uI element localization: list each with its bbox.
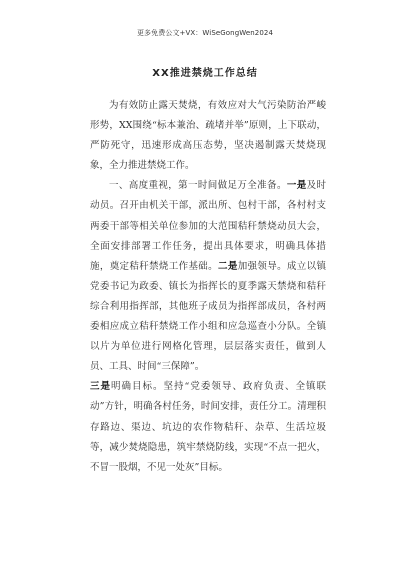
point-2-lead: 二是 bbox=[218, 260, 238, 272]
document-body bbox=[90, 96, 326, 478]
point-3-lead: 三是 bbox=[90, 381, 112, 393]
point-3-text: 明确目标。坚持“党委领导、政府负责、全镇联动”方针，明确各村任务，时间安排，责任分工。清理积存路边、渠边、坑边的农作物秸秆、杂草、生活垃圾等，减少焚烧隐患，筑牢禁烧防线，实现“不点一把火，不冒一股烟，不见一处灰”目标。 bbox=[90, 381, 326, 473]
point-1-lead: 一是 bbox=[286, 180, 307, 192]
section-1-paragraph bbox=[90, 176, 326, 477]
point-1-text: 及时动员。召开由机关干部，派出所、包村干部，各村村支两委干部等相关单位参加的大范围秸秆禁烧动员大会，全面安排部署工作任务，提出具体要求，明确具体措施，奠定秸秆禁烧工作基础。 bbox=[90, 180, 326, 272]
header-note: 更多免费公文+VX：WiSeGongWen2024 bbox=[136, 29, 274, 37]
section-1-heading: 一、高度重视，第一时间做足万全准备。 bbox=[109, 180, 287, 192]
document-title: XX推进禁烧工作总结 bbox=[152, 68, 258, 79]
intro-paragraph: 为有效防止露天焚烧，有效应对大气污染防治严峻形势，XX围绕“标本兼治、疏堵并举”原则，上下联动，严防死守，迅速形成高压态势，坚决遏制露天焚烧现象，全力推进禁烧工作。 bbox=[90, 100, 326, 172]
point-2-text: 加强领导。成立以镇党委书记为政委、镇长为指挥长的夏季露天禁烧和秸秆综合利用指挥部，其他班子成员为指挥部成员，各村两委相应成立秸秆禁烧工作小组和应急巡查小分队。全镇以片为单位进行网格化管理，层层落实责任，做到人员、工具、时间“三保障”。 bbox=[90, 260, 326, 373]
